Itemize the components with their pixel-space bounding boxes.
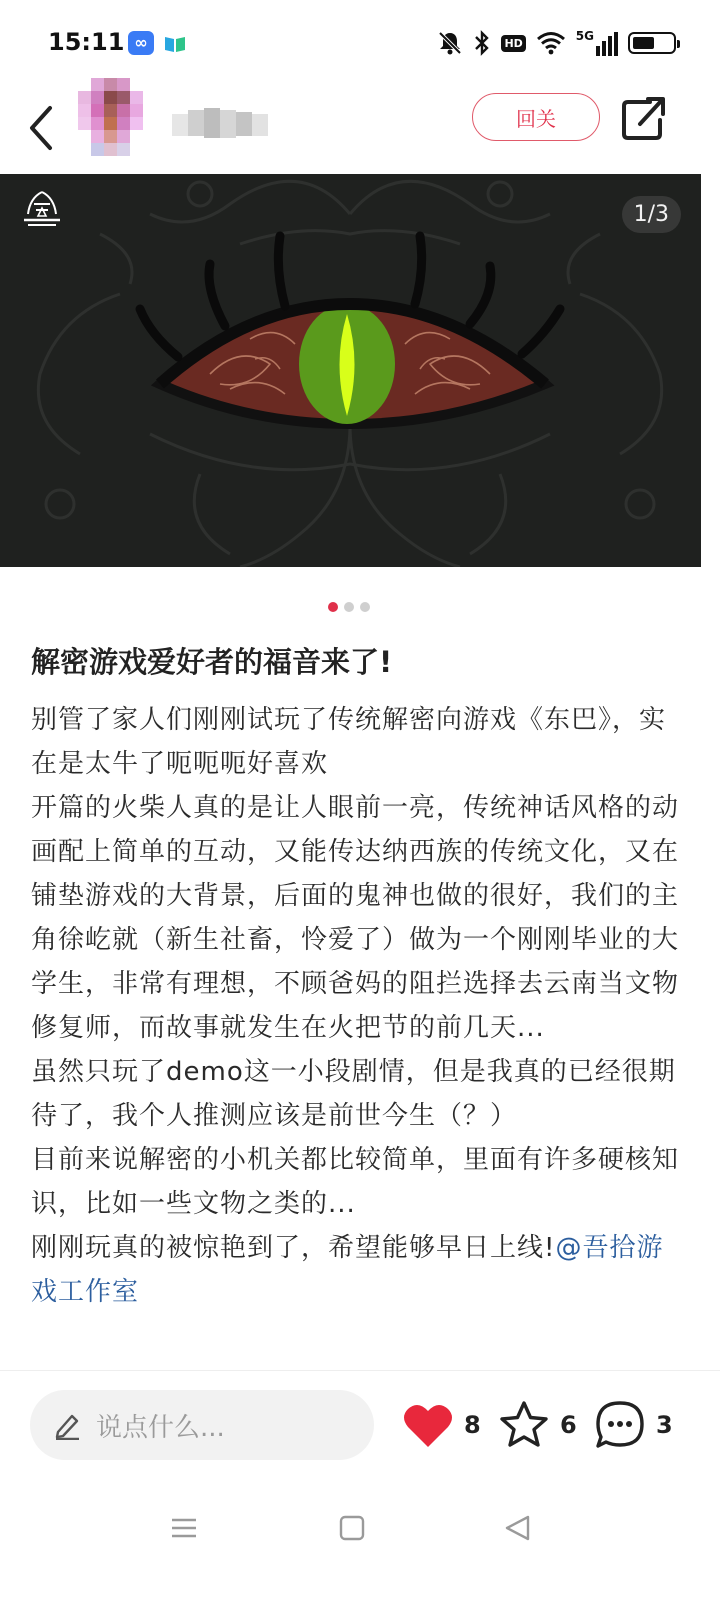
post-paragraph: 别管了家人们刚刚试玩了传统解密向游戏《东巴》，实在是太牛了呃呃呃好喜欢 [31, 705, 667, 779]
mute-icon [437, 29, 463, 57]
post-paragraph: 开篇的火柴人真的是让人眼前一亮，传统神话风格的动画配上简单的互动，又能传达纳西族的传统文化，又在铺垫游戏的大背景，后面的鬼神也做的很好，我们的主角徐屹就（新生社畜，怜爱了）做为一个刚刚毕业的大学生，非常有理想，不顾爸妈的阻拦选择去云南当文物修复师，而故事就发生在火把节的前几天... [31, 793, 680, 1043]
comment-input[interactable] [30, 1390, 374, 1460]
post-paragraph: 目前来说解密的小机关都比较简单，里面有许多硬核知识，比如一些文物之类的... [31, 1145, 680, 1219]
avatar[interactable] [78, 78, 156, 156]
mention-link[interactable]: @吾拾游戏工作室 [31, 1233, 664, 1307]
back-icon[interactable] [24, 98, 64, 158]
like-button[interactable] [402, 1396, 481, 1454]
heart-icon [402, 1401, 454, 1449]
star-icon [498, 1400, 550, 1450]
image-page-counter: 1/3 [622, 196, 681, 233]
post-paragraph: 虽然只玩了demo这一小段剧情，但是我真的已经很期待了，我个人推测应该是前世今生（？） [31, 1057, 676, 1131]
book-app-icon [163, 34, 187, 54]
comment-icon [594, 1399, 646, 1451]
network-label: 5G [575, 29, 594, 43]
bottom-action-bar [0, 1380, 720, 1470]
status-icons [437, 26, 676, 60]
status-time: 15:11 [48, 28, 125, 56]
carousel-dot-2[interactable] [344, 602, 354, 612]
carousel-dot-3[interactable] [360, 602, 370, 612]
divider [0, 1370, 720, 1371]
post-title: 解密游戏爱好者的福音来了! [31, 645, 393, 679]
infinity-app-icon: ∞ [128, 31, 154, 55]
post-last-line: 刚刚玩真的被惊艳到了，希望能够早日上线! [31, 1233, 556, 1263]
wifi-icon [536, 29, 566, 57]
comment-button[interactable] [594, 1396, 673, 1454]
post-image[interactable] [0, 174, 701, 567]
home-icon[interactable] [332, 1508, 372, 1548]
follow-back-button[interactable]: 回关 [472, 93, 600, 141]
battery-icon [628, 32, 676, 54]
post-paragraph [31, 1226, 681, 1314]
carousel-dot-1[interactable] [328, 602, 338, 612]
back-nav-icon[interactable] [498, 1508, 538, 1548]
pen-icon [52, 1410, 82, 1440]
comment-count: 3 [656, 1411, 673, 1439]
bluetooth-icon [473, 29, 491, 57]
carousel-indicator [328, 602, 370, 612]
like-count: 8 [464, 1411, 481, 1439]
eye-artwork [0, 174, 701, 567]
battery-level [633, 37, 654, 49]
share-icon[interactable] [620, 96, 668, 140]
favorite-count: 6 [560, 1411, 577, 1439]
status-bar [0, 0, 720, 86]
system-nav-bar [0, 1490, 720, 1560]
comment-placeholder: 说点什么... [96, 1412, 225, 1443]
game-logo-icon [20, 188, 64, 228]
favorite-button[interactable] [498, 1396, 577, 1454]
username[interactable] [172, 108, 268, 142]
menu-icon[interactable] [164, 1508, 204, 1548]
5g-signal-icon [576, 30, 618, 56]
post-body [31, 698, 681, 1314]
hd-icon: HD [501, 35, 525, 52]
